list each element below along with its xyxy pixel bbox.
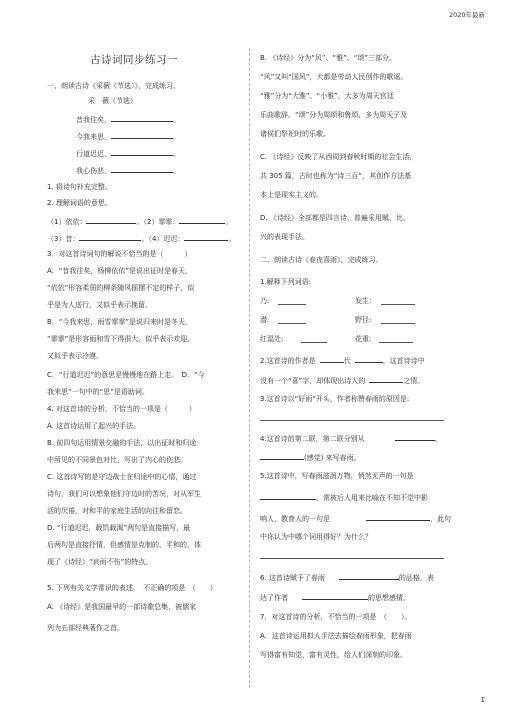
q5-option-b: B. 《诗经》分为“风”、“雅”、“颂”三部分。 [260,54,397,62]
q4-line: 现了《诗经》“哀而不伤”的特点。 [47,558,153,566]
q3-line: “依依”形容柔弱的柳条随风摇摆不定的样子，似 [47,284,195,292]
answer-blank[interactable] [111,165,173,173]
q7-option-a: A．这首诗运用拟人手法去描绘春雨形象，把春雨 [260,632,412,640]
answer-blank[interactable] [369,375,403,383]
q5-option-c: C. 《诗经》反映了从西周到春秋时期的社会生活， [260,153,417,161]
q4-line: 后两句是直接抒情，但感情是克制的、平和的，体 [47,541,201,549]
q2-row-2: （3）昔： 。（4）迟迟： 。 [47,235,236,243]
poem-line: 今我来思， 。 [76,133,180,141]
poem-line: 昔我往矣， 。 [76,116,180,124]
answer-blank[interactable] [179,216,225,224]
answer-blank[interactable] [278,323,306,324]
right-question-6-line: 达了作者 的思想感情。 [260,594,410,602]
right-question-7: 7．对这首诗的分析，不恰当的一项是 （ ）。 [260,613,412,621]
right-question-1: 1.解释下列词语: [260,278,312,286]
poem-title: 采 薇（节选） [88,97,137,105]
q5-option-b-line: 诸侯们祭祀时的乐歌。 [260,130,330,138]
right-question-6: 6. 这首诗赋予了春雨 的品格，表 [260,574,434,582]
column-divider [249,48,250,688]
q4-line: A. 这首诗运用了起兴的手法。 [47,422,141,430]
right-question-3: 3.这首诗以“好雨”开头，作者称赞春雨的原因是: [260,395,410,403]
answer-blank[interactable] [260,492,316,500]
q3-line: 乎是为人送行，又似乎表示挽留。 [47,301,152,309]
word-label: 野径: [355,316,372,324]
answer-blank[interactable] [260,452,304,460]
q5-option-d: D. 《诗经》全部都是四言诗，普遍采用赋、比、 [260,214,410,222]
word-label: 发生: [355,297,372,305]
answer-blank[interactable] [381,304,415,305]
q4-line: B. 前四句运用情景交融的手法，以出征时和归途 [47,439,197,447]
answer-blank[interactable] [355,355,383,363]
q5-line: 列为五部经典著作之首。 [47,624,124,632]
answer-blank[interactable] [111,114,173,122]
q4-line: D. “行道迟迟，载饥载渴”两句是直接描写，最 [47,524,191,532]
question-3: 3．对这首诗词句的解说不恰当的是（ ） [47,250,192,258]
answer-blank[interactable] [111,148,173,156]
answer-blank[interactable] [301,342,327,343]
section-2-heading: 二、朗读古诗《春夜喜雨》，完成练习。 [260,256,383,264]
answer-line[interactable] [260,420,444,421]
q5-option-b-line: “雅”分为“大雅”、“小雅”，大多为周天官廷 [260,92,394,100]
q2-row-1: （1）依依： 。（2）霏霏： 。 [47,218,233,226]
q3-line: C．“行道迟迟”的意思是慢慢地在路上走。 D．“今 [47,371,205,379]
q5-option-d-line: 兴的表现手法。 [260,233,309,241]
answer-blank[interactable] [379,342,413,343]
right-question-5-line: 响人，教育人的一句是 ，此句 [260,515,451,523]
word-label: 潜: [260,316,270,324]
answer-blank[interactable] [278,304,306,305]
page-title: 古诗词同步练习一 [90,54,178,66]
right-question-4: 4.这首诗的第二联，第二联分别从 、 [260,435,442,443]
q3-line: 我来思”一句中的“思”是语助词。 [47,388,149,396]
section-1-heading: 一、朗读古诗《采薇（节选）》，完成练习。 [47,82,180,90]
answer-blank[interactable] [395,433,435,441]
q3-line: A．“昔我往矣，杨柳依依”是说出征时是春天， [47,267,193,275]
answer-blank[interactable] [320,355,344,363]
q4-line: 诗句，我们可以想象他们守边时的苦况，对从军生 [47,490,201,498]
right-question-2: 2.这首诗的作者是 代 ，这首诗诗中 [260,357,425,365]
q5-line: A. 《诗经》是我国最早的一部诗歌总集，被儒家 [47,603,197,611]
question-2: 2. 理解词语的意思。 [47,199,112,207]
question-5: 5. 下列有关文学常识的表述， 不正确的项是 （ ） [47,584,217,592]
answer-blank[interactable] [366,513,430,521]
answer-blank[interactable] [111,131,173,139]
word-label: 红湿处: [260,335,284,343]
poem-line: 行道迟迟， 。 [76,150,180,158]
right-question-5-line: ，常被后人用来比喻在不知不觉中影 [260,492,428,503]
poem-line: 我心伤悲， 。 [76,167,180,175]
right-question-5: 5.这首诗中，写春雨滋润万物，悄然无声的一句是 [260,472,414,480]
q4-line: 活的厌倦，对和平的家庭生活的向往和留恋。 [47,507,187,515]
answer-blank[interactable] [381,323,415,324]
q5-option-b-line: “风”又叫“国风”，大都是劳动人民创作的歌谣。 [260,73,408,81]
q4-line: C. 这首诗写的是守边战士在归途中的心情，通过 [47,473,197,481]
q3-line: B．“今我来思，雨雪霏霏”是说归来时是冬天， [47,318,193,326]
q5-option-b-line: 乐曲歌辞。“颂”分为周颂和鲁颂，多为周天子及 [260,111,408,119]
answer-blank[interactable] [339,572,399,580]
right-question-5-line: 中你认为中哪个词用得好？为什么？ [260,533,372,541]
q5-option-c-line: 本上是现实主义的。 [260,191,323,199]
answer-blank[interactable] [184,233,228,241]
word-label: 乃: [260,297,270,305]
answer-line[interactable] [260,558,444,559]
right-question-2-line: 没有一个“喜”字，却体现出诗人的 之情。 [260,377,425,385]
answer-blank[interactable] [302,592,368,600]
q4-line: 中所见的不同景色对比，写出了内心的伤悲。 [47,456,187,464]
page-number: 1 [480,696,485,704]
q5-option-c-line: 共 305 篇，古时也称为“诗三百”，其创作方法基 [260,172,412,180]
q3-line: “霏霏”是形容雨和雪下得很大，似乎表示欢迎， [47,335,195,343]
page-header: 2020年最新 [448,11,485,19]
word-label: 花重: [355,335,372,343]
answer-blank[interactable] [86,216,136,224]
q3-line: 又似乎表示冷漠。 [47,352,103,360]
question-4: 4. 对这首诗的分析，不恰当的一项是（ ） [47,405,196,413]
question-1: 1. 将诗句补充完整。 [47,183,112,191]
right-question-4-line: (感觉) 来写春雨。 [260,452,361,463]
q7-option-a-line: 写得富有知觉，富有灵性，给人们深刻的印象。 [260,651,407,659]
answer-blank[interactable] [79,233,141,241]
